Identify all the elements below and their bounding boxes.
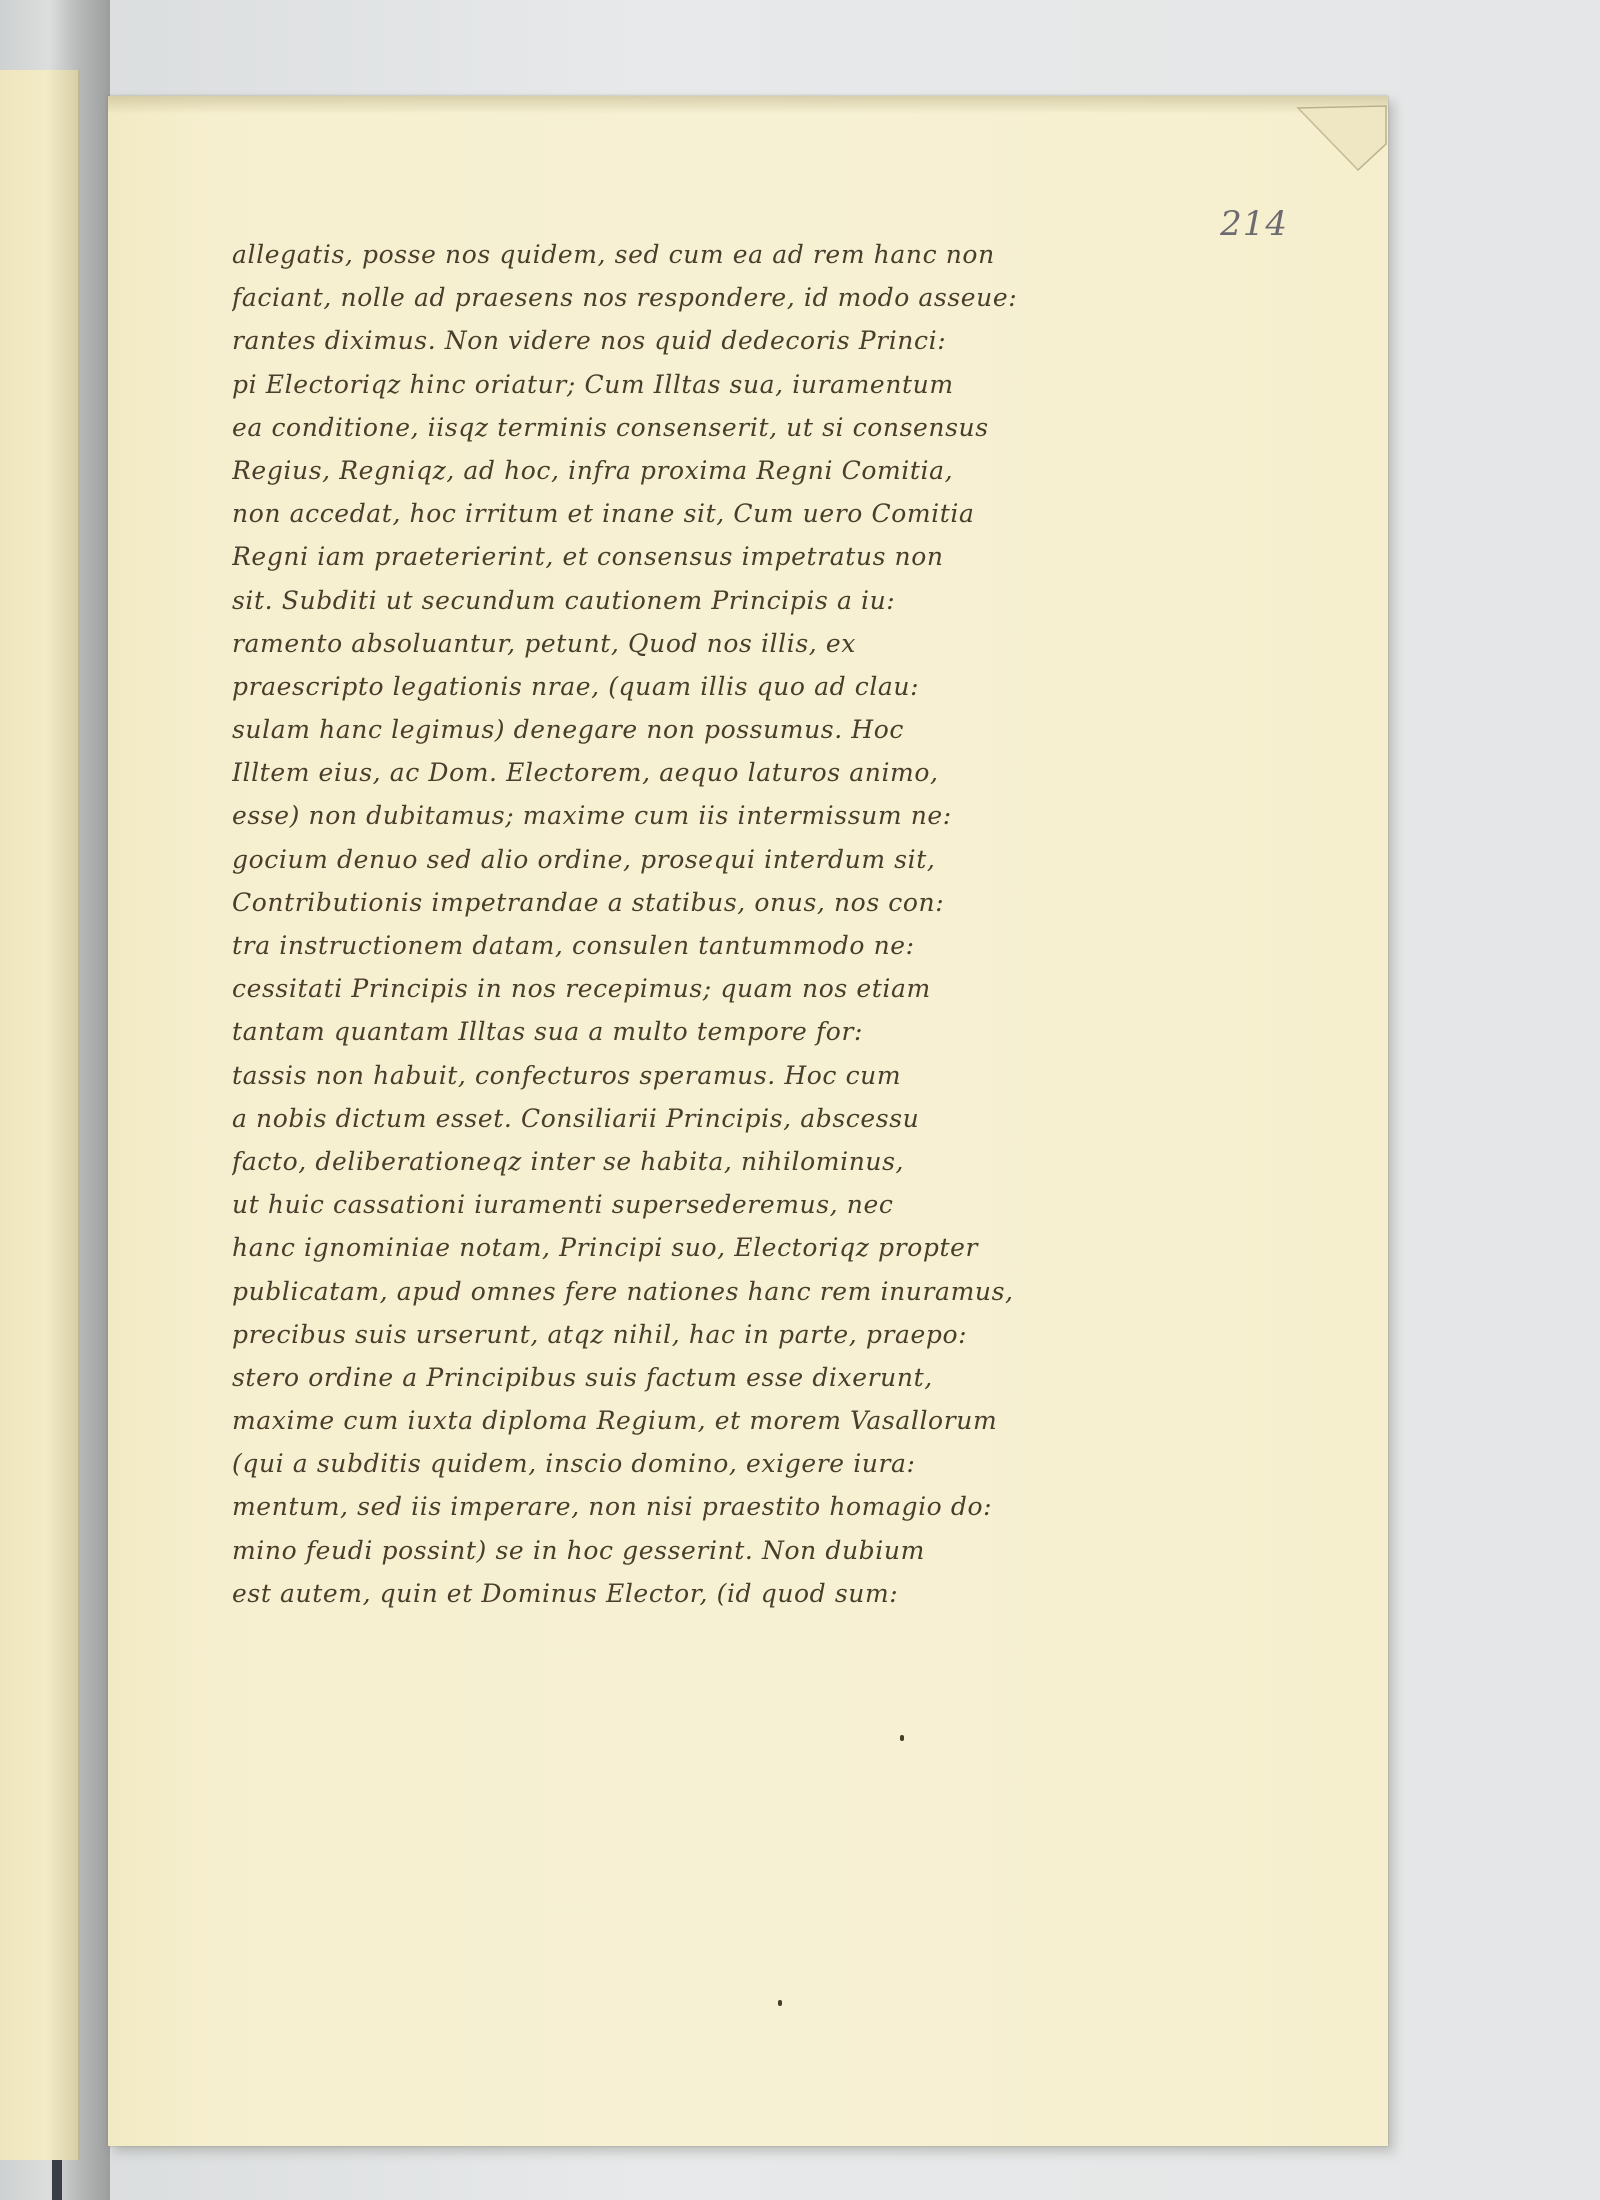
page-top-edge	[108, 96, 1388, 114]
text-line: publicatam, apud omnes fere nationes hanc rem inuramus,	[232, 1276, 1014, 1306]
text-line: faciant, nolle ad praesens nos respondere, id modo asseue:	[232, 283, 1018, 313]
text-line: precibus suis urserunt, atqz nihil, hac in parte, praepo:	[232, 1319, 968, 1349]
text-line: rantes diximus. Non videre nos quid dedecoris Princi:	[232, 326, 947, 356]
text-line: cessitati Principis in nos recepimus; quam nos etiam	[232, 974, 931, 1004]
ink-speck	[900, 1735, 904, 1741]
text-line: hanc ignominiae notam, Principi suo, Electoriqz propter	[232, 1233, 979, 1263]
text-line: (qui a subditis quidem, inscio domino, exigere iura:	[232, 1449, 916, 1479]
text-line: Illtem eius, ac Dom. Electorem, aequo laturos animo,	[232, 758, 939, 788]
text-line: esse) non dubitamus; maxime cum iis intermissum ne:	[232, 801, 952, 831]
text-line: Regni iam praeterierint, et consensus impetratus non	[232, 542, 944, 572]
text-line: a nobis dictum esset. Consiliarii Principis, abscessu	[232, 1103, 920, 1133]
text-line: ramento absoluantur, petunt, Quod nos illis, ex	[232, 628, 856, 658]
text-line: allegatis, posse nos quidem, sed cum ea ad rem hanc non	[232, 240, 995, 269]
text-line: praescripto legationis nrae, (quam illis quo ad clau:	[232, 671, 920, 701]
text-line: ut huic cassationi iuramenti supersederemus, nec	[232, 1190, 894, 1220]
folio-number: 214	[1220, 204, 1288, 244]
text-line: est autem, quin et Dominus Elector, (id quod sum:	[232, 1578, 899, 1608]
text-line: ea conditione, iisqz terminis consenserit, ut si consensus	[232, 412, 989, 442]
text-line: maxime cum iuxta diploma Regium, et morem Vasallorum	[232, 1406, 998, 1436]
text-line: facto, deliberationeqz inter se habita, nihilominus,	[232, 1146, 905, 1176]
text-line: mentum, sed iis imperare, non nisi praestito homagio do:	[232, 1492, 993, 1522]
text-line: tra instructionem datam, consulen tantummodo ne:	[232, 931, 915, 960]
text-line: sulam hanc legimus) denegare non possumus. Hoc	[232, 715, 904, 745]
text-line: stero ordine a Principibus suis factum esse dixerunt,	[232, 1362, 933, 1392]
text-line: gocium denuo sed alio ordine, prosequi interdum sit,	[232, 844, 936, 874]
facing-page-edge	[0, 70, 80, 2160]
text-line: tassis non habuit, confecturos speramus. Hoc cum	[232, 1060, 902, 1090]
text-line: Contributionis impetrandae a statibus, onus, nos con:	[232, 887, 945, 917]
text-line: tantam quantam Illtas sua a multo tempore for:	[232, 1017, 864, 1047]
folded-corner-icon	[1288, 104, 1388, 174]
manuscript-text	[232, 233, 1162, 1615]
ink-speck	[778, 2000, 782, 2006]
text-line: mino feudi possint) se in hoc gesserint. Non dubium	[232, 1535, 925, 1565]
text-line: Regius, Regniqz, ad hoc, infra proxima Regni Comitia,	[232, 455, 954, 485]
text-line: pi Electoriqz hinc oriatur; Cum Illtas sua, iuramentum	[232, 369, 954, 399]
text-line: non accedat, hoc irritum et inane sit, Cum uero Comitia	[232, 499, 975, 529]
text-line: sit. Subditi ut secundum cautionem Principis a iu:	[232, 585, 896, 615]
